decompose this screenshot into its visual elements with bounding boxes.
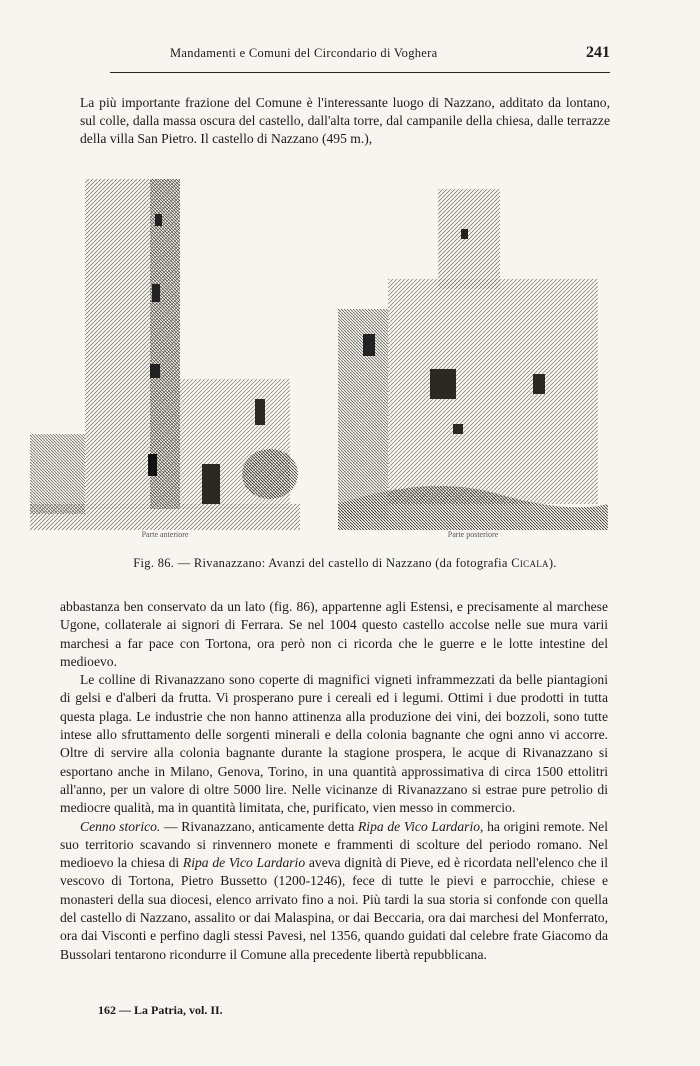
caption-end: ). xyxy=(548,556,557,570)
history-text-c: aveva dignità di Pieve, ed è ricordata nell'elenco che il vescovo di Tortona, Pietro Bussetto (1200-1246), fece di tutte le pievi e parrocchie, chiese e monasteri della sua diocesi, elenco arrivato fino a noi. Più tardi la sua storia si confonde con quella del castello di Nazzano, assalito or dai Malaspina, or dai Beccaria, ora dai marchesi del Monferrato, ora dai Visconti e perfino dagli stessi Pavesi, nel 1356, quando guidati dal celebre frate Giacomo da Bussolari tentarono ricondurre il Comune alla precedente libertà repubblicana. xyxy=(60,855,608,962)
figure-86 xyxy=(30,174,610,544)
caption-main: Fig. 86. — Rivanazzano: Avanzi del castello di Nazzano (da fotografia xyxy=(133,556,512,570)
paragraph-hills: Le colline di Rivanazzano sono coperte di magnifici vigneti inframmezzati da belle piantagioni di gelsi e d'alberi da frutta. Vi prosperano pure i cereali ed i legumi. Ottimi i due prodotti in tutta questa plaga. Le industrie che non hanno attinenza alla produzione dei vini, dei bozzoli, sono tutte intese allo sfruttamento delle sorgenti minerali e della colonia bagnante che ogni anno vi accorre. Oltre di servire alla colonia bagnante durante la stagione prospera, le acque di Rivanazzano si esportano anche in Milano, Genova, Torino, in una quantità approssimativa di circa 1500 ettolitri all'anno, per un valore di oltre 5000 lire. Nelle vicinanze di Rivanazzano si estrae pure petrolio di mediocre qualità, ma in quantità limitata, che, purificato, vien messo in commercio. xyxy=(60,672,608,816)
paragraph-castle: abbastanza ben conservato da un lato (fig. 86), appartenne agli Estensi, e precisamente al marchese Ugone, collaterale ai signori di Ferrara. Se nel 1004 questo castello accolse nelle sue mura varii marchesi a far pace con Tortona, ora però non ci ricorda che le guerre e le lotte intestine del medioevo. xyxy=(60,599,608,669)
page-number: 241 xyxy=(586,44,610,61)
page-footer: 162 — La Patria, vol. II. xyxy=(98,1003,223,1017)
caption-credit: Cicala xyxy=(511,556,549,570)
history-italic-2: Ripa de Vico Lardario xyxy=(182,855,306,871)
page-header xyxy=(80,44,610,66)
intro-paragraph: La più importante frazione del Comune è l'interessante luogo di Nazzano, additato da lontano, sul colle, dalla massa oscura del castello, dall'alta torre, dal campanile della chiesa, dalle terrazze della villa San Pietro. Il castello di Nazzano (495 m.), xyxy=(80,95,610,146)
header-rule xyxy=(110,72,610,73)
castle-front-engraving xyxy=(30,174,300,530)
castle-rear-engraving xyxy=(338,174,608,530)
figure-caption xyxy=(80,556,610,571)
paragraph-history xyxy=(60,818,608,964)
history-text-a: — Rivanazzano, anticamente detta xyxy=(160,818,358,834)
history-lead: Cenno storico. xyxy=(80,818,161,834)
front-view-label: Parte anteriore xyxy=(141,530,189,539)
running-head: Mandamenti e Comuni del Circondario di Voghera xyxy=(170,46,438,60)
body-text xyxy=(60,598,608,964)
history-italic-1: Ripa de Vico Lardario xyxy=(357,818,481,834)
rear-view-label: Parte posteriore xyxy=(447,530,499,539)
history-text-b: , ha origini remote. Nel suo territorio scavando si rinvennero monete e frammenti di scolture del periodo romano. Nel medioevo la chiesa di xyxy=(60,818,608,871)
